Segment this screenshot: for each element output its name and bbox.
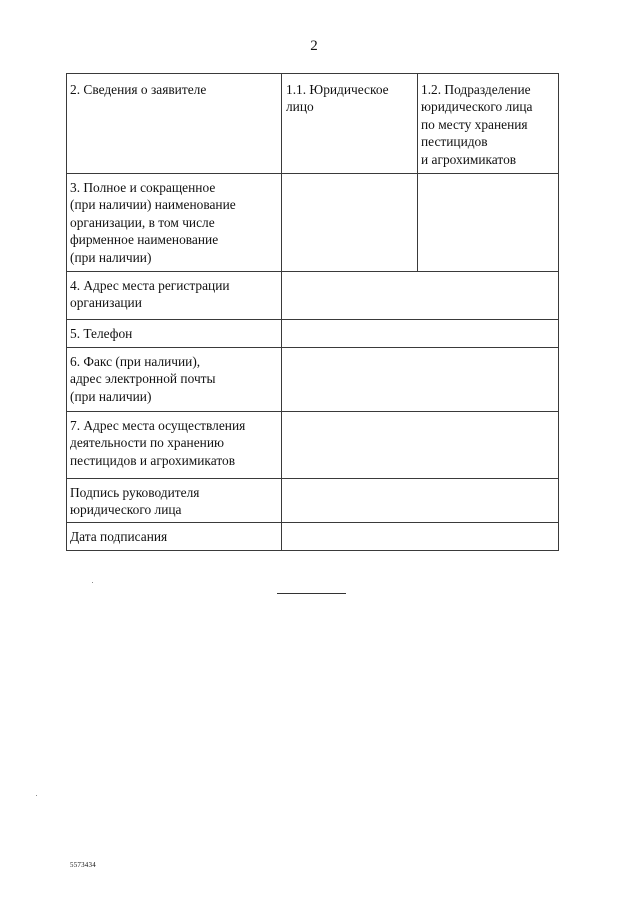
scan-speck bbox=[92, 582, 93, 583]
scan-speck bbox=[36, 795, 37, 796]
row-label-phone: 5. Телефон bbox=[70, 326, 133, 341]
table-border-top bbox=[66, 73, 559, 74]
row-divider bbox=[66, 173, 559, 174]
row-label-fax-email: 6. Факс (при наличии), адрес электронной почты (при наличии) bbox=[70, 354, 216, 404]
header-subdivision: 1.2. Подразделение юридического лица по месту хранения пестицидов и агрохимикатов bbox=[421, 82, 533, 167]
page-number: 2 bbox=[310, 38, 318, 54]
header-applicant-info: 2. Сведения о заявителе bbox=[70, 82, 207, 97]
row-divider bbox=[66, 411, 559, 412]
column-divider bbox=[281, 73, 282, 551]
end-separator-line bbox=[277, 593, 346, 594]
document-code: 5573434 bbox=[70, 861, 96, 869]
row-label-signing-date: Дата подписания bbox=[70, 529, 168, 544]
header-legal-entity: 1.1. Юридическое лицо bbox=[286, 82, 389, 115]
row-label-storage-address: 7. Адрес места осуществления деятельности по хранению пестицидов и агрохимикатов bbox=[70, 418, 246, 468]
row-divider bbox=[66, 478, 559, 479]
table-border-right bbox=[558, 73, 559, 551]
column-divider-sub bbox=[417, 73, 418, 271]
row-label-organization-name: 3. Полное и сокращенное (при наличии) наименование организации, в том числе фирменное наименование (при наличии) bbox=[70, 180, 236, 265]
table-border-bottom bbox=[66, 550, 559, 551]
row-divider bbox=[66, 347, 559, 348]
row-label-registration-address: 4. Адрес места регистрации организации bbox=[70, 278, 230, 311]
row-divider bbox=[66, 522, 559, 523]
table-border-left bbox=[66, 73, 67, 551]
row-divider bbox=[66, 271, 559, 272]
row-label-director-signature: Подпись руководителя юридического лица bbox=[70, 485, 200, 518]
applicant-info-table bbox=[66, 73, 559, 551]
row-divider bbox=[66, 319, 559, 320]
